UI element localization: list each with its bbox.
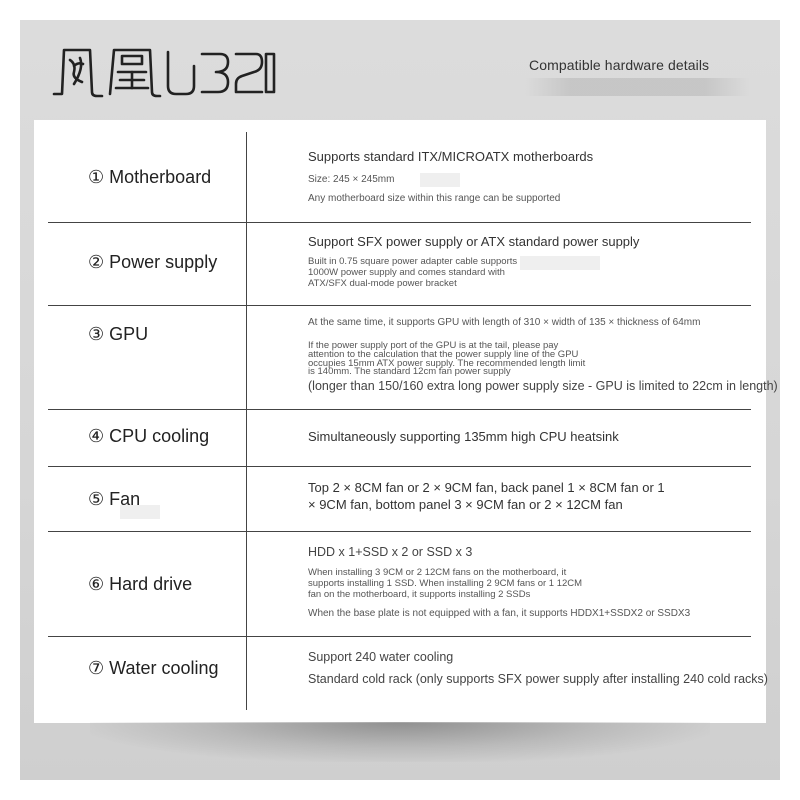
gpu-line: occupies 15mm ATX power supply. The recommended length limit [308,358,586,369]
hard-drive-line: supports installing 1 SSD. When installing 2 9CM fans or 1 12CM [308,578,583,589]
row-divider [48,305,751,306]
row-divider [48,636,751,637]
header-caption-shadow [525,78,750,96]
brand-logo [52,42,282,100]
row-label-hard-drive: ⑥ Hard drive [88,574,193,594]
motherboard-line: Size: 245 × 245mm [308,174,395,185]
row-divider [48,466,751,467]
fan-line: Top 2 × 8CM fan or 2 × 9CM fan, back panel 1 × 8CM fan or 1 [308,480,665,495]
power-supply-line: Built in 0.75 square power adapter cable supports [308,256,518,267]
gpu-line: If the power supply port of the GPU is at the tail, please pay [308,340,559,351]
card-shadow [90,722,710,762]
fan-line: × 9CM fan, bottom panel 3 × 9CM fan or 2 × 12CM fan [308,497,623,512]
power-supply-line: ATX/SFX dual-mode power bracket [308,278,457,289]
gpu-line: attention to the calculation that the power supply line of the GPU [308,349,579,360]
phoenix-logo-icon [52,42,282,100]
hard-drive-line: HDD x 1+SSD x 2 or SSD x 3 [308,545,473,559]
water-cooling-line: Support 240 water cooling [308,650,454,664]
hard-drive-line: fan on the motherboard, it supports installing 2 SSDs [308,589,531,600]
cpu-cooling-line: Simultaneously supporting 135mm high CPU heatsink [308,429,619,444]
row-label-fan: ⑤ Fan [88,489,141,509]
row-divider [48,222,751,223]
header-caption: Compatible hardware details [529,57,710,73]
column-divider [246,132,247,710]
motherboard-line: Any motherboard size within this range can be supported [308,193,561,204]
motherboard-line: Supports standard ITX/MICROATX motherboards [308,149,594,164]
row-label-power-supply: ② Power supply [88,252,218,272]
row-label-motherboard: ① Motherboard [88,167,212,187]
gpu-line: (longer than 150/160 extra long power supply size - GPU is limited to 22cm in length) [308,379,778,393]
row-divider [48,409,751,410]
gpu-line: At the same time, it supports GPU with length of 310 × width of 135 × thickness of 64mm [308,317,701,328]
power-supply-line: Support SFX power supply or ATX standard power supply [308,234,640,249]
hard-drive-line: When the base plate is not equipped with a fan, it supports HDDX1+SSDX2 or SSDX3 [308,608,691,619]
row-label-gpu: ③ GPU [88,324,149,344]
row-divider [48,531,751,532]
water-cooling-line: Standard cold rack (only supports SFX power supply after installing 240 cold racks) [308,672,768,686]
power-supply-line: 1000W power supply and comes standard with [308,267,505,278]
row-label-cpu-cooling: ④ CPU cooling [88,426,210,446]
spec-card [34,120,766,723]
row-label-water-cooling: ⑦ Water cooling [88,658,219,678]
hard-drive-line: When installing 3 9CM or 2 12CM fans on the motherboard, it [308,567,567,578]
gpu-line: is 140mm. The standard 12cm fan power supply [308,366,511,377]
